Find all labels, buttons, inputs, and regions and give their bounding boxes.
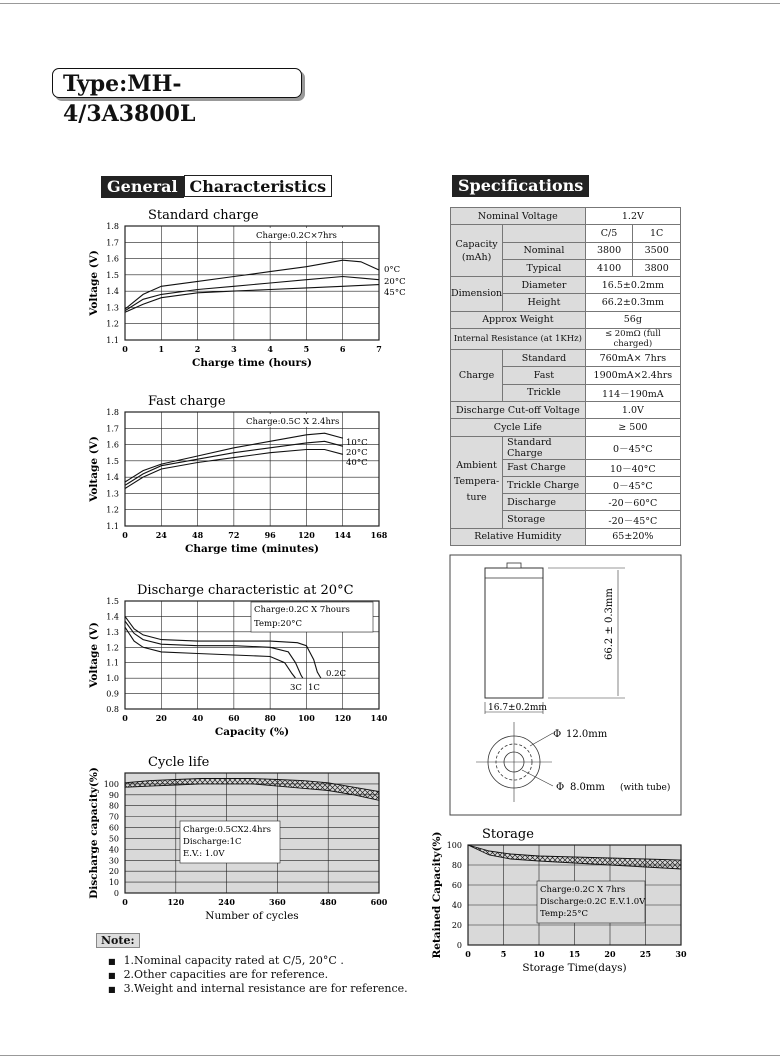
x-tick-label: 48 (192, 530, 204, 540)
chart-annotation: Charge:0.2C×7hrs (256, 231, 337, 241)
y-tick-label: 60 (451, 881, 462, 890)
x-tick-label: 1 (158, 344, 165, 354)
x-axis-label: Storage Time(days) (522, 962, 627, 974)
x-tick-label: 100 (298, 713, 315, 723)
y-axis-label: Voltage (V) (88, 622, 100, 688)
y-tick-label: 40 (108, 845, 119, 855)
spec-value: 3500 (633, 242, 681, 259)
x-tick-label: 24 (155, 530, 167, 540)
x-tick-label: 144 (334, 530, 352, 540)
y-tick-label: 1.0 (106, 674, 119, 684)
y-tick-label: 40 (451, 901, 462, 910)
spec-label: Nominal (503, 242, 586, 259)
y-tick-label: 1.6 (106, 440, 119, 450)
x-axis-label: Capacity (%) (214, 726, 290, 738)
series-label: 0.2C (326, 669, 347, 679)
spec-label: Nominal Voltage (451, 208, 586, 225)
y-tick-label: 1.5 (106, 456, 119, 466)
chart-title: Standard charge (148, 208, 259, 223)
page-title: Type:MH-4/3A3800L (52, 68, 302, 98)
y-tick-label: 0 (113, 889, 119, 898)
chart-title: Discharge characteristic at 20°C (137, 583, 354, 598)
y-axis-label: Discharge capacity(%) (88, 767, 100, 899)
series-label: 0°C (384, 265, 401, 275)
spec-value: 0－45°C (585, 476, 680, 493)
spec-value: -20－60°C (585, 494, 680, 511)
spec-value: 1.0V (585, 401, 680, 418)
y-tick-label: 1.3 (106, 303, 119, 313)
y-tick-label: 20 (108, 867, 119, 877)
battery-body (485, 568, 543, 698)
chart-annotation: Charge:0.2C X 7hrs (540, 885, 626, 895)
spec-value: 16.5±0.2mm (585, 277, 680, 294)
battery-drawing (450, 555, 681, 815)
y-tick-label: 1.5 (106, 597, 119, 606)
spec-label: Approx Weight (451, 311, 586, 328)
header-dark-part: General (101, 176, 184, 198)
chart-annotation: E.V.: 1.0V (183, 849, 225, 859)
x-tick-label: 120 (298, 530, 315, 540)
y-tick-label: 1.2 (106, 505, 119, 515)
x-tick-label: 0 (122, 897, 128, 907)
x-tick-label: 480 (319, 897, 337, 907)
note-item: ■ 2.Other capacities are for reference. (108, 968, 408, 981)
x-tick-label: 20 (604, 949, 616, 959)
chart-annotation: Temp:20°C (254, 619, 302, 629)
inner-dia-text: 8.0mm (570, 782, 605, 793)
y-tick-label: 1.7 (106, 424, 119, 434)
x-tick-label: 600 (370, 897, 388, 907)
with-tube-text: (with tube) (620, 783, 671, 793)
x-tick-label: 168 (370, 530, 388, 540)
specifications-label: Specifications (452, 175, 589, 197)
y-tick-label: 100 (446, 841, 462, 850)
x-tick-label: 7 (376, 344, 382, 354)
spec-value: 56g (585, 311, 680, 328)
y-tick-label: 1.4 (106, 612, 119, 622)
x-tick-label: 0 (122, 344, 128, 354)
spec-label: Fast (503, 367, 586, 384)
y-tick-label: 1.8 (106, 222, 119, 231)
y-tick-label: 0.8 (106, 705, 119, 714)
y-tick-label: 1.4 (106, 473, 119, 483)
x-axis-label: Number of cycles (205, 910, 299, 922)
spec-label: Standard Charge (503, 436, 586, 459)
spec-label: Typical (503, 259, 586, 276)
y-axis-label: Voltage (V) (88, 250, 100, 316)
y-tick-label: 100 (103, 779, 119, 789)
notes-block (96, 933, 408, 996)
x-tick-label: 25 (639, 949, 652, 959)
spec-label: Storage (503, 511, 586, 528)
series-label: 40°C (346, 458, 368, 468)
spec-value: 3800 (633, 259, 681, 276)
spec-value: ≥ 500 (585, 419, 680, 436)
x-tick-label: 0 (122, 713, 128, 723)
x-tick-label: 120 (334, 713, 352, 723)
x-tick-label: 2 (194, 344, 201, 354)
y-tick-label: 80 (108, 801, 119, 811)
series-label: 45°C (384, 288, 406, 298)
y-tick-label: 60 (108, 823, 119, 833)
x-tick-label: 72 (228, 530, 240, 540)
chart-title: Fast charge (148, 394, 226, 409)
dia-dim-text: 16.7±0.2mm (488, 703, 547, 713)
spec-value: 66.2±0.3mm (585, 294, 680, 311)
header-light-part: Characteristics (184, 175, 333, 197)
x-tick-label: 30 (675, 949, 687, 959)
spec-label: Trickle (503, 384, 586, 401)
y-tick-label: 1.1 (106, 336, 119, 345)
spec-label: Internal Resistance (at 1KHz) (451, 329, 586, 350)
spec-label: Relative Humidity (451, 528, 586, 545)
y-tick-label: 1.4 (106, 287, 119, 297)
y-tick-label: 0.9 (106, 689, 119, 699)
y-tick-label: 1.2 (106, 643, 119, 653)
x-tick-label: 5 (303, 344, 310, 354)
spec-value: 1.2V (585, 208, 680, 225)
spec-label: Height (503, 294, 586, 311)
y-tick-label: 10 (108, 878, 119, 888)
capacity-col1: C/5 (585, 225, 633, 242)
chart-annotation: Charge:0.2C X 7hours (254, 605, 350, 615)
outer-dia-text: 12.0mm (566, 729, 608, 740)
note-item: ■ 1.Nominal capacity rated at C/5, 20°C . (108, 954, 408, 967)
y-tick-label: 1.2 (106, 319, 119, 329)
x-tick-label: 40 (192, 713, 204, 723)
plot-area (125, 226, 379, 340)
spec-label: Diameter (503, 277, 586, 294)
spec-label: Standard (503, 350, 586, 367)
x-tick-label: 240 (218, 897, 235, 907)
y-tick-label: 50 (108, 834, 119, 844)
charge-label: Charge (451, 350, 503, 402)
chart-annotation: Charge:0.5CX2.4hrs (183, 825, 271, 835)
y-tick-label: 20 (451, 921, 462, 930)
height-dim-text: 66.2 ± 0.3mm (604, 588, 615, 660)
x-tick-label: 80 (264, 713, 276, 723)
y-tick-label: 1.6 (106, 254, 119, 264)
chart-annotation: Discharge:0.2C E.V.1.0V (540, 897, 646, 907)
x-tick-label: 20 (155, 713, 167, 723)
dimension-label: Dimension (451, 277, 503, 312)
spec-value: 10－40°C (585, 459, 680, 476)
series-label: 1C (308, 683, 320, 693)
y-tick-label: 30 (108, 856, 119, 866)
phi-outer: Φ (553, 729, 562, 740)
x-tick-label: 0 (465, 949, 471, 959)
chart-title: Cycle life (148, 755, 210, 770)
y-tick-label: 1.1 (106, 658, 119, 668)
y-tick-label: 1.3 (106, 489, 119, 499)
x-tick-label: 5 (500, 949, 507, 959)
phi-inner: Φ (556, 782, 565, 793)
spec-label: Discharge (503, 494, 586, 511)
spec-label: Trickle Charge (503, 476, 586, 493)
x-axis-label: Charge time (hours) (192, 357, 312, 369)
capacity-col2: 1C (633, 225, 681, 242)
y-tick-label: 90 (108, 790, 119, 800)
x-tick-label: 140 (370, 713, 388, 723)
chart-annotation: Discharge:1C (183, 837, 242, 847)
series-label: 3C (290, 683, 302, 693)
ambient-label: Ambient Tempera- ture (451, 436, 503, 528)
x-tick-label: 3 (231, 344, 237, 354)
spec-value: -20－45°C (585, 511, 680, 528)
y-tick-label: 0 (456, 941, 462, 950)
spec-value: 65±20% (585, 528, 680, 545)
spec-value: 4100 (585, 259, 633, 276)
x-tick-label: 360 (269, 897, 286, 907)
x-tick-label: 10 (533, 949, 545, 959)
spec-label: Cycle Life (451, 419, 586, 436)
x-axis-label: Charge time (minutes) (184, 543, 320, 555)
y-axis-label: Voltage (V) (88, 436, 100, 502)
x-tick-label: 120 (167, 897, 185, 907)
spec-label: Fast Charge (503, 459, 586, 476)
y-tick-label: 1.8 (106, 408, 119, 417)
note-item: ■ 3.Weight and internal resistance are for reference. (108, 982, 408, 995)
x-tick-label: 0 (122, 530, 128, 540)
y-tick-label: 70 (108, 812, 119, 822)
x-tick-label: 6 (339, 344, 346, 354)
spec-value: ≤ 20mΩ (full charged) (585, 329, 680, 350)
chart-annotation: Temp:25°C (540, 909, 588, 919)
y-axis-label: Retained Capacity(%) (431, 831, 443, 959)
battery-terminal (507, 563, 521, 568)
spec-value: 760mA× 7hrs (585, 350, 680, 367)
x-tick-label: 96 (264, 530, 276, 540)
series-label: 10°C (346, 438, 368, 448)
series-label: 20°C (346, 448, 368, 458)
capacity-label: Capacity (mAh) (451, 225, 503, 277)
spec-value: 1900mA×2.4hrs (585, 367, 680, 384)
x-tick-label: 60 (228, 713, 240, 723)
x-tick-label: 15 (568, 949, 581, 959)
spec-value: 3800 (585, 242, 633, 259)
spec-value: 114－190mA (585, 384, 680, 401)
spec-label: Discharge Cut-off Voltage (451, 401, 586, 418)
note-label: Note: (96, 933, 140, 948)
series-label: 20°C (384, 277, 406, 287)
y-tick-label: 1.3 (106, 627, 119, 637)
y-tick-label: 1.5 (106, 270, 119, 280)
chart-title: Storage (482, 827, 534, 842)
x-tick-label: 4 (267, 344, 273, 354)
y-tick-label: 1.1 (106, 522, 119, 531)
y-tick-label: 1.7 (106, 238, 119, 248)
spec-value: 0－45°C (585, 436, 680, 459)
chart-annotation: Charge:0.5C X 2.4hrs (246, 417, 340, 427)
y-tick-label: 80 (451, 861, 462, 870)
